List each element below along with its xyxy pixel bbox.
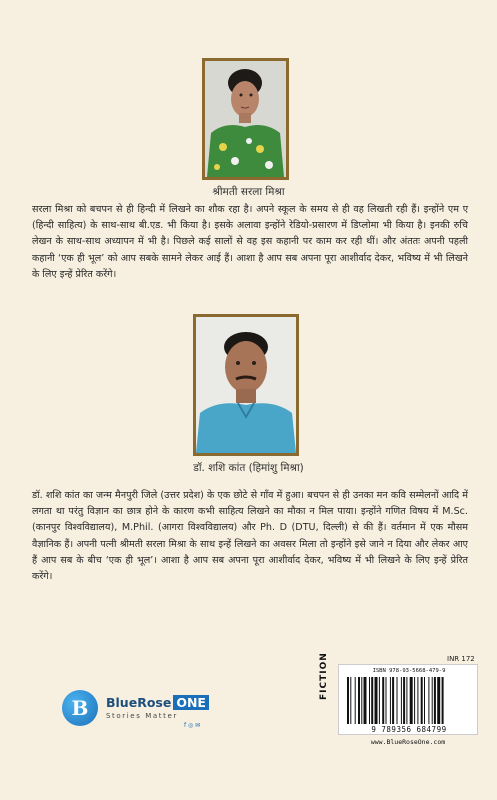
bluerose-logo-icon: B [62, 690, 98, 726]
author-photo-sarla [202, 58, 289, 180]
author2-bio: डॉ. शशि कांत का जन्म मैनपुरी जिले (उत्तर प्रदेश) के एक छोटे से गाँव में हुआ। बचपन से ही उनका मन कवि सम्मेलनों आदि में लगता था परंतु विज्ञान का छात्र होने के कारण कभी साहित्य लिखने का मौका न मिल पाया। इन्होंने गणित विषय में M.Sc. (कानपुर विश्वविद्यालय), M.Phil. (आगरा विश्वविद्यालय) और Ph. D (DTU, दिल्ली) से की हैं। वर्तमान में एक मौसम वैज्ञानिक हैं। अपनी पत्नी श्रीमती सरला मिश्रा के साथ इन्हें लिखने का अवसर मिला तो इन्होंने इसे जाने न दिया और लेकर आए हैं आप सब के बीच ‘एक ही भूल’। आशा है आप सब अपना पूरा आशीर्वाद देकर, भविष्य में भी लिखने के लिए इन्हें प्रेरित करेंगे। [32, 490, 468, 583]
author1-caption: श्रीमती सरला मिश्रा [212, 186, 285, 198]
portrait-woman-image [205, 61, 286, 177]
barcode-icon [347, 677, 471, 724]
isbn-barcode [338, 664, 478, 735]
portrait-man-image [196, 317, 296, 453]
publisher-tagline: Stories Matter [106, 712, 178, 720]
genre-label: FICTION [319, 652, 329, 700]
price-label: INR 172 [447, 655, 475, 663]
social-icons: f ◎ ✉ [184, 722, 201, 729]
publisher-website: www.BlueRoseOne.com [370, 738, 446, 746]
isbn-label: ISBN 978-93-5668-479-9 [372, 668, 446, 674]
isbn-digits: 9 789356 684799 [371, 725, 447, 734]
author1-bio: सरला मिश्रा को बचपन से ही हिन्दी में लिखने का शौक रहा है। अपने स्कूल के समय से ही वह लिखती रही हैं। इन्होंने एम ए (हिन्दी साहित्य) के साथ-साथ बी.एड. भी किया है। इसके अलावा इन्होंने रेडियो-प्रसारण में डिप्लोमा भी किया है। इनकी रुचि लेखन के साथ-साथ अध्यापन में भी है। पिछले कई सालों से वह इस कहानी पर काम कर रही थीं। और अंततः अपनी पहली कहानी ‘एक ही भूल’ को आप सबके सामने लेकर आई हैं। आशा है आप सब अपना पूरा आशीर्वाद देकर, भविष्य में भी लिखने के लिए इन्हें प्रेरित करेंगे। [32, 204, 468, 280]
publisher-logo [62, 690, 222, 740]
publisher-name: BlueRose ONE [106, 695, 209, 710]
author-photo-shashi [193, 314, 299, 456]
author2-caption: डॉ. शशि कांत (हिमांशु मिश्रा) [193, 462, 304, 474]
